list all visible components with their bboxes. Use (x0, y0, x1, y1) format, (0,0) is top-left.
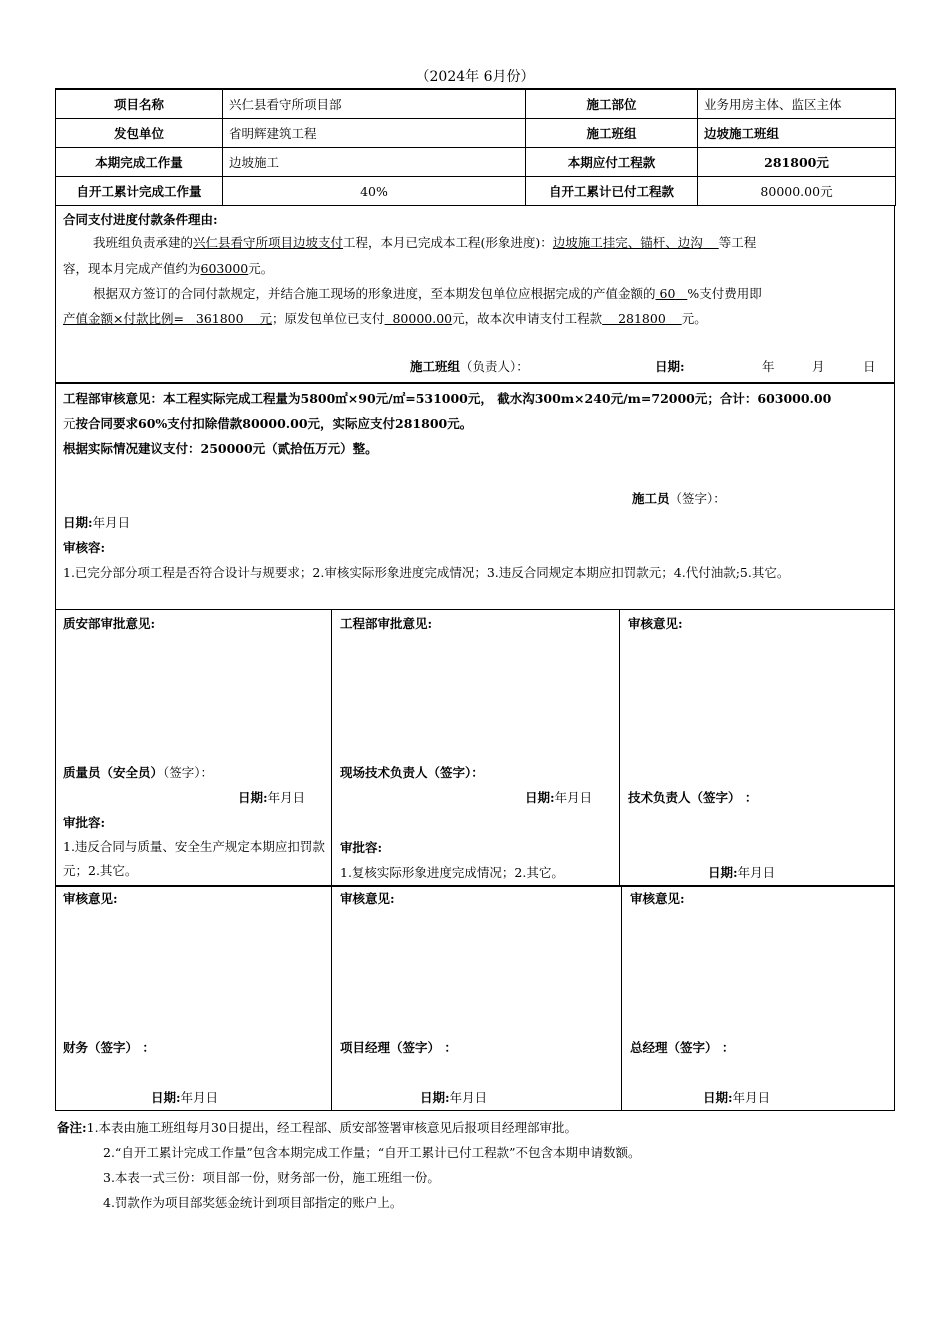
quality-officer-sign: 质量员（安全员）（签字）： (63, 765, 214, 780)
workload-value: 边坡施工 (223, 148, 526, 177)
column-divider (331, 609, 332, 886)
eng-review-line-2: 元按合同要求60%支付扣除借款80000.00元，实际应支付281800元。 (63, 416, 473, 431)
eng-review-line-3: 根据实际情况建议支付：250000元（贰拾伍万元）整。 (63, 441, 378, 456)
team-label: 施工班组 (526, 119, 698, 148)
project-manager-sign: 项目经理（签字） ： (340, 1040, 457, 1055)
reason-paragraph-1-line-2: 容，现本月完成产值约为603000元。 (63, 261, 274, 276)
cumulative-work-label: 自开工累计完成工作量 (56, 177, 223, 206)
tech-review-title: 审核意见: (628, 616, 683, 631)
tech-lead-sign: 技术负责人（签字） ： (628, 790, 758, 805)
quality-note-text: 1.违反合同与质量、安全生产规定本期应扣罚款元；2.其它。 (63, 839, 325, 878)
eng-review-line-1: 工程部审核意见：本工程实际完成工程量为5800㎡×90元/㎡=531000元， 截水沟300m×240元/m=72000元；合计：603000.00 (63, 391, 832, 406)
table-row (56, 177, 896, 206)
audit-label: 审核容: (63, 540, 106, 555)
column-divider (331, 885, 332, 1111)
team-sign-line: 施工班组（负责人）： (410, 359, 529, 374)
project-underlined: 兴仁县看守所项目边坡支付 (193, 235, 344, 250)
cumulative-paid-label: 自开工累计已付工程款 (526, 177, 698, 206)
eng-review-date: 日期:年月日 (63, 515, 131, 530)
progress-underlined: 边坡施工挂完、锚杆、边沟 (552, 235, 703, 250)
site-label: 施工部位 (526, 89, 698, 119)
site-value: 业务用房主体、监区主体 (698, 89, 896, 119)
apply-underlined: 281800 (618, 311, 666, 326)
contractor-value: 省明辉建筑工程 (223, 119, 526, 148)
period-heading: （2024年 6月份） (415, 69, 535, 85)
table-row (56, 89, 896, 119)
project-info-table (55, 88, 896, 206)
audit-text: 1.已完分部分项工程是否符合设计与规要求；2.审核实际形象进度完成情况；3.违反合同规定本期应扣罚款元；4.代付油款;5.其它。 (63, 565, 790, 580)
finance-date: 日期:年月日 (151, 1090, 219, 1105)
paid-underlined: 80000.00 (392, 311, 453, 326)
project-name-value: 兴仁县看守所项目部 (223, 89, 526, 119)
team-value: 边坡施工班组 (698, 119, 896, 148)
reason-paragraph-2-line-2: 产值金额×付款比例= 361800 元；原发包单位已支付 80000.00元，故本次申请支付工程款 281800 元。 (63, 311, 707, 326)
notes-line-4: 4.罚款作为项目部奖惩金统计到项目部指定的账户上。 (103, 1195, 403, 1210)
pm-review-title: 审核意见: (340, 891, 395, 906)
payable-label: 本期应付工程款 (526, 148, 698, 177)
cumulative-paid-value: 80000.00元 (698, 177, 896, 206)
construction-staff-sign: 施工员（签字）： (632, 491, 726, 506)
pm-date: 日期:年月日 (420, 1090, 488, 1105)
engineering-note-label: 审批容: (340, 840, 383, 855)
reason-paragraph-2-line-1: 根据双方签订的合同付款规定，并结合施工现场的形象进度，至本期发包单位应根据完成的产值金额的 60 %支付费用即 (93, 286, 762, 301)
finance-sign: 财务（签字） ： (63, 1040, 155, 1055)
approval-section-2 (55, 885, 895, 1111)
site-tech-lead-sign: 现场技术负责人（签字）： (340, 765, 484, 780)
column-divider (619, 609, 620, 886)
notes-line-1: 备注:1.本表由施工班组每月30日提出，经工程部、质安部签署审核意见后报项目经理部审批。 (57, 1120, 577, 1135)
engineering-date: 日期:年月日 (525, 790, 593, 805)
reason-date-label: 日期: (655, 359, 685, 374)
project-name-label: 项目名称 (56, 89, 223, 119)
finance-review-title: 审核意见: (63, 891, 118, 906)
table-row (56, 119, 896, 148)
reason-paragraph-1-line-1: 我班组负责承建的兴仁县看守所项目边坡支付工程，本月已完成本工程(形象进度)：边坡施工挂完、锚杆、边沟 等工程 (93, 235, 757, 250)
gm-date: 日期:年月日 (703, 1090, 771, 1105)
quality-safety-title: 质安部审批意见: (63, 616, 156, 631)
month-value-underlined: 603000 (200, 261, 249, 276)
quality-date: 日期:年月日 (238, 790, 306, 805)
notes-line-2: 2.“自开工累计完成工作量”包含本期完成工作量；“自开工累计已付工程款”不包含本期申请数额。 (103, 1145, 641, 1160)
reason-date-month: 月 (812, 359, 825, 374)
general-manager-sign: 总经理（签字） ： (630, 1040, 735, 1055)
gm-review-title: 审核意见: (630, 891, 685, 906)
cumulative-work-value: 40% (223, 177, 526, 206)
reason-date-day: 日 (863, 359, 876, 374)
tech-review-date: 日期:年月日 (708, 865, 776, 880)
engineering-note-text: 1.复核实际形象进度完成情况；2.其它。 (340, 865, 564, 880)
notes-line-3: 3.本表一式三份：项目部一份，财务部一份，施工班组一份。 (103, 1170, 440, 1185)
amount-underlined: 361800 (195, 311, 244, 326)
table-row (56, 148, 896, 177)
workload-label: 本期完成工作量 (56, 148, 223, 177)
reason-date-year: 年 (762, 359, 775, 374)
payable-value: 281800元 (698, 148, 896, 177)
engineering-approval-title: 工程部审批意见: (340, 616, 433, 631)
quality-note-label: 审批容: (63, 815, 106, 830)
reason-title: 合同支付进度付款条件理由: (63, 212, 218, 227)
contractor-label: 发包单位 (56, 119, 223, 148)
column-divider (621, 885, 622, 1111)
percent-underlined: 60 (659, 286, 676, 301)
